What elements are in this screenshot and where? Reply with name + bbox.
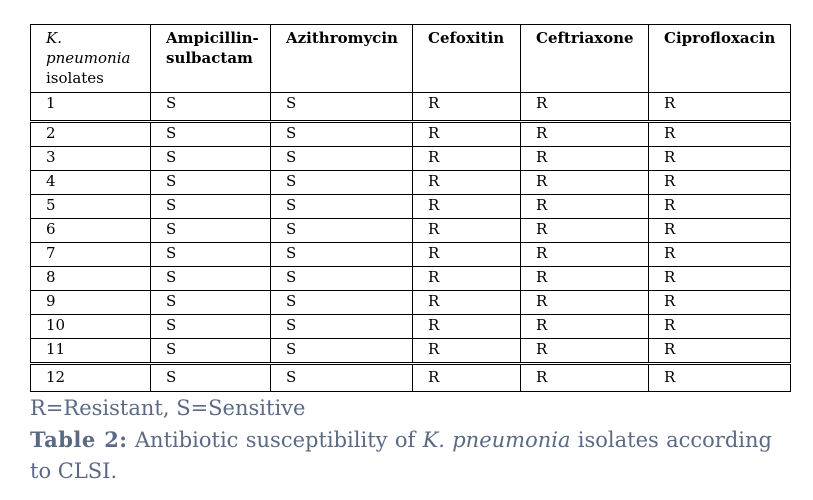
- cell-ampicillin-sulbactam: S: [151, 122, 271, 147]
- cell-cefoxitin: R: [413, 364, 521, 392]
- cell-isolate: 2: [31, 122, 151, 147]
- table-row: [31, 219, 791, 243]
- cell-ceftriaxone: R: [521, 195, 649, 219]
- table-row: [31, 267, 791, 291]
- cell-azithromycin: S: [271, 171, 413, 195]
- cell-isolate: 8: [31, 267, 151, 291]
- table-legend: R=Resistant, S=Sensitive: [30, 396, 306, 420]
- table-row: [31, 364, 791, 392]
- cell-cefoxitin: R: [413, 219, 521, 243]
- cell-ciprofloxacin: R: [649, 364, 791, 392]
- caption-text-before: Antibiotic susceptibility of: [134, 428, 416, 452]
- table-row: [31, 93, 791, 122]
- cell-azithromycin: S: [271, 291, 413, 315]
- cell-ampicillin-sulbactam: S: [151, 364, 271, 392]
- table-row: [31, 315, 791, 339]
- header-ciprofloxacin: Ciprofloxacin: [649, 25, 791, 93]
- cell-ciprofloxacin: R: [649, 93, 791, 122]
- table-caption: [30, 424, 772, 487]
- cell-azithromycin: S: [271, 243, 413, 267]
- cell-ampicillin-sulbactam: S: [151, 147, 271, 171]
- cell-azithromycin: S: [271, 315, 413, 339]
- cell-ampicillin-sulbactam: S: [151, 267, 271, 291]
- cell-ciprofloxacin: R: [649, 122, 791, 147]
- cell-ceftriaxone: R: [521, 171, 649, 195]
- table-row: [31, 147, 791, 171]
- cell-isolate: 7: [31, 243, 151, 267]
- table-header-row: [31, 25, 791, 93]
- cell-ceftriaxone: R: [521, 267, 649, 291]
- cell-ceftriaxone: R: [521, 93, 649, 122]
- header-isolates-line1: K.: [46, 29, 62, 47]
- cell-isolate: 11: [31, 339, 151, 364]
- cell-ciprofloxacin: R: [649, 219, 791, 243]
- cell-azithromycin: S: [271, 267, 413, 291]
- cell-ceftriaxone: R: [521, 291, 649, 315]
- cell-azithromycin: S: [271, 122, 413, 147]
- cell-ceftriaxone: R: [521, 243, 649, 267]
- header-ceftriaxone: Ceftriaxone: [521, 25, 649, 93]
- table-row: [31, 171, 791, 195]
- caption-text-after: isolates according to CLSI.: [30, 428, 772, 483]
- table-body: [31, 93, 791, 392]
- cell-isolate: 6: [31, 219, 151, 243]
- cell-isolate: 9: [31, 291, 151, 315]
- cell-ampicillin-sulbactam: S: [151, 339, 271, 364]
- cell-ceftriaxone: R: [521, 339, 649, 364]
- header-amp-line1: Ampicillin-: [166, 29, 259, 47]
- cell-ampicillin-sulbactam: S: [151, 315, 271, 339]
- table-row: [31, 122, 791, 147]
- cell-ceftriaxone: R: [521, 122, 649, 147]
- cell-ciprofloxacin: R: [649, 267, 791, 291]
- cell-ciprofloxacin: R: [649, 243, 791, 267]
- cell-cefoxitin: R: [413, 267, 521, 291]
- cell-cefoxitin: R: [413, 195, 521, 219]
- table-row: [31, 195, 791, 219]
- cell-ampicillin-sulbactam: S: [151, 243, 271, 267]
- cell-ampicillin-sulbactam: S: [151, 291, 271, 315]
- cell-ciprofloxacin: R: [649, 147, 791, 171]
- susceptibility-table: [30, 24, 791, 392]
- cell-azithromycin: S: [271, 364, 413, 392]
- header-isolates-line2: pneumonia: [46, 49, 131, 67]
- cell-azithromycin: S: [271, 339, 413, 364]
- cell-cefoxitin: R: [413, 243, 521, 267]
- cell-ampicillin-sulbactam: S: [151, 219, 271, 243]
- cell-isolate: 3: [31, 147, 151, 171]
- cell-ciprofloxacin: R: [649, 171, 791, 195]
- cell-azithromycin: S: [271, 147, 413, 171]
- table-row: [31, 243, 791, 267]
- cell-cefoxitin: R: [413, 171, 521, 195]
- caption-organism: K. pneumonia: [422, 428, 571, 452]
- header-amp-line2: sulbactam: [166, 49, 253, 67]
- cell-isolate: 1: [31, 93, 151, 122]
- cell-isolate: 5: [31, 195, 151, 219]
- cell-cefoxitin: R: [413, 147, 521, 171]
- table-row: [31, 339, 791, 364]
- header-isolates-line3: isolates: [46, 69, 104, 87]
- cell-azithromycin: S: [271, 195, 413, 219]
- cell-isolate: 10: [31, 315, 151, 339]
- cell-isolate: 12: [31, 364, 151, 392]
- cell-azithromycin: S: [271, 219, 413, 243]
- cell-ampicillin-sulbactam: S: [151, 93, 271, 122]
- cell-ampicillin-sulbactam: S: [151, 195, 271, 219]
- cell-ciprofloxacin: R: [649, 195, 791, 219]
- cell-ampicillin-sulbactam: S: [151, 171, 271, 195]
- cell-ciprofloxacin: R: [649, 291, 791, 315]
- table-row: [31, 291, 791, 315]
- header-ampicillin-sulbactam: [151, 25, 271, 93]
- cell-ciprofloxacin: R: [649, 315, 791, 339]
- cell-ceftriaxone: R: [521, 219, 649, 243]
- caption-label: Table 2:: [30, 427, 128, 452]
- cell-ceftriaxone: R: [521, 315, 649, 339]
- cell-cefoxitin: R: [413, 93, 521, 122]
- cell-isolate: 4: [31, 171, 151, 195]
- cell-cefoxitin: R: [413, 291, 521, 315]
- cell-ceftriaxone: R: [521, 147, 649, 171]
- header-cefoxitin: Cefoxitin: [413, 25, 521, 93]
- cell-azithromycin: S: [271, 93, 413, 122]
- cell-cefoxitin: R: [413, 339, 521, 364]
- cell-cefoxitin: R: [413, 315, 521, 339]
- cell-ceftriaxone: R: [521, 364, 649, 392]
- cell-ciprofloxacin: R: [649, 339, 791, 364]
- header-azithromycin: Azithromycin: [271, 25, 413, 93]
- header-isolates: [31, 25, 151, 93]
- cell-cefoxitin: R: [413, 122, 521, 147]
